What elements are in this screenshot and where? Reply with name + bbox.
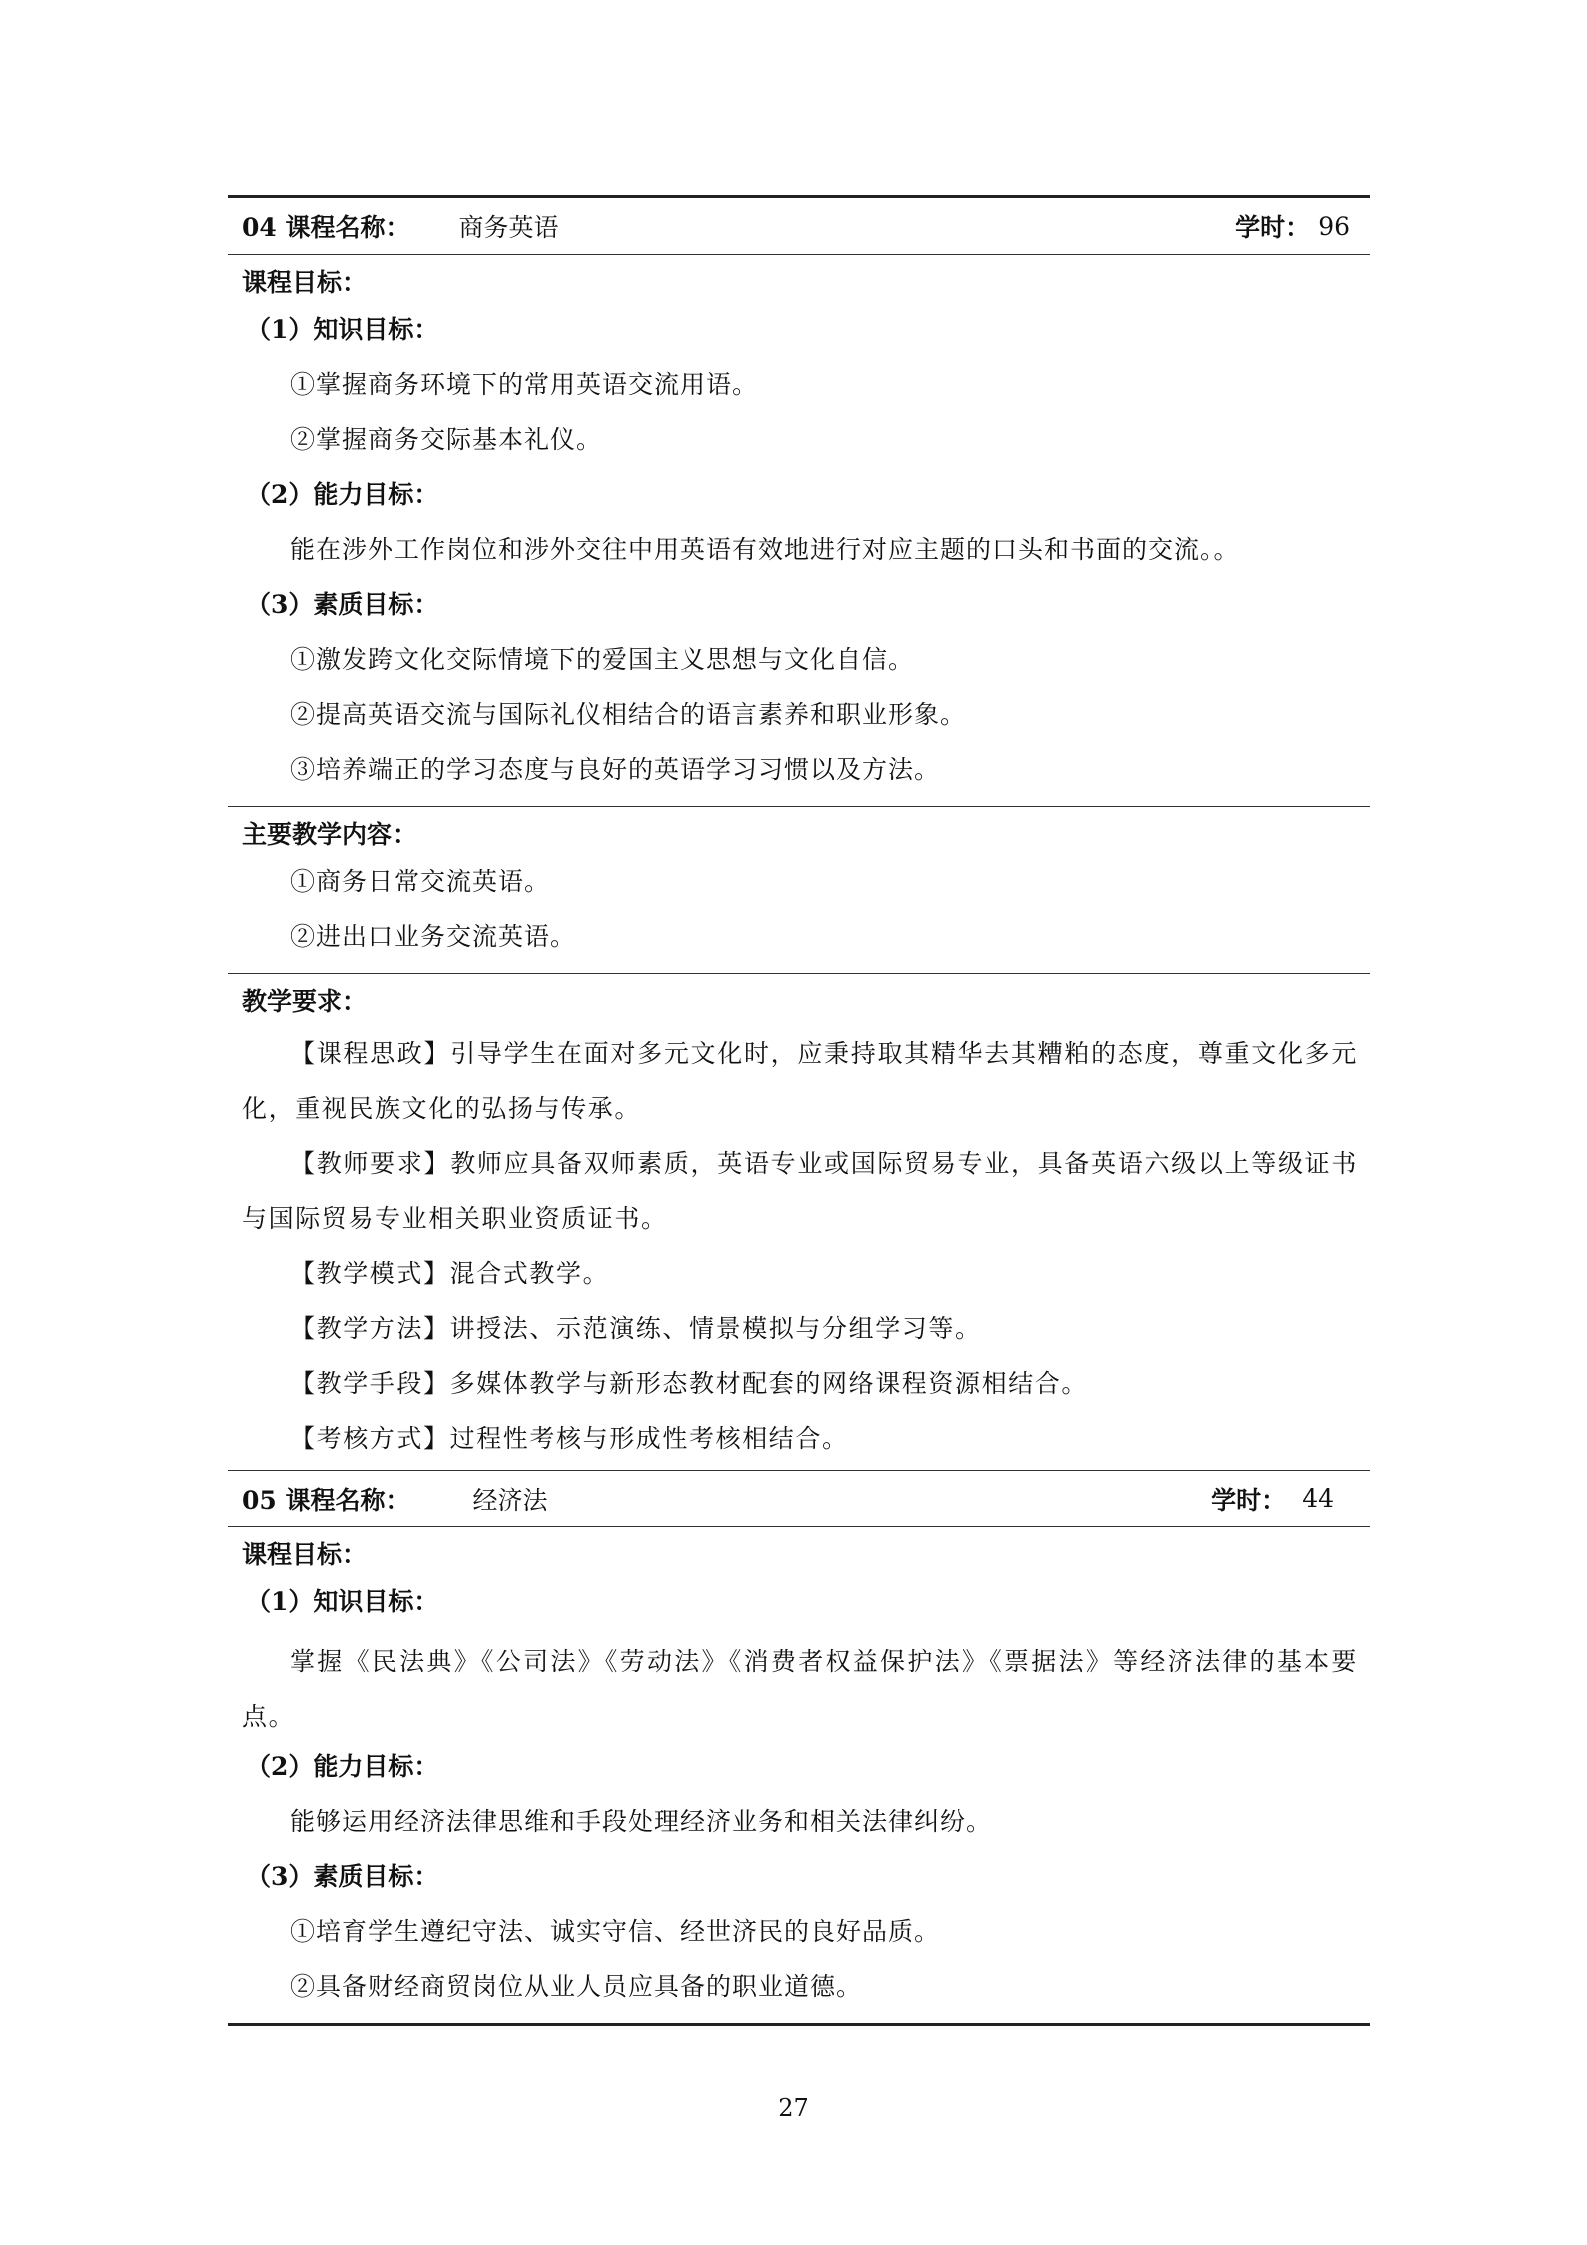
quality-title: （3）素质目标： [246, 590, 439, 619]
requirement-paragraph: 【考核方式】过程性考核与形成性考核相结合。 [290, 1424, 849, 1453]
requirement-paragraph: 【教学方法】讲授法、示范演练、情景模拟与分组学习等。 [290, 1314, 982, 1343]
content-title: 主要教学内容： [242, 820, 418, 849]
requirement-paragraph: 【教师要求】教师应具备双师素质，英语专业或国际贸易专业，具备英语六级以上等级证书与国际贸易专业相关职业资质证书。 [242, 1149, 1358, 1233]
course-header-row [228, 1470, 1370, 1526]
course-content-section [228, 806, 1370, 973]
course-header-row [228, 198, 1370, 254]
knowledge-paragraph: 掌握《民法典》《公司法》《劳动法》《消费者权益保护法》《票据法》等经济法律的基本要点。 [242, 1647, 1358, 1731]
requirements-title: 教学要求： [242, 987, 368, 1016]
objectives-title: 课程目标： [242, 1540, 368, 1569]
knowledge-title: （1）知识目标： [246, 1587, 439, 1616]
knowledge-title: （1）知识目标： [246, 315, 439, 344]
ability-item: 能在涉外工作岗位和涉外交往中用英语有效地进行对应主题的口头和书面的交流。。 [290, 535, 1240, 564]
objectives-title: 课程目标： [242, 268, 368, 297]
course-name: 商务英语 [458, 213, 559, 242]
course-hours-label: 学时： [1211, 1485, 1287, 1515]
course-name-cell [242, 1481, 548, 1517]
ability-title: （2）能力目标： [246, 480, 439, 509]
content-item: ①商务日常交流英语。 [290, 867, 551, 896]
course-hours: 96 [1318, 211, 1350, 241]
course-hours-label: 学时： [1235, 213, 1311, 242]
quality-item: ①培育学生遵纪守法、诚实守信、经世济民的良好品质。 [290, 1917, 941, 1946]
requirement-paragraph: 【课程思政】引导学生在面对多元文化时，应秉持取其精华去其糟粕的态度，尊重文化多元化，重视民族文化的弘扬与传承。 [242, 1039, 1358, 1123]
course-hours-cell [1235, 208, 1350, 244]
knowledge-item: ①掌握商务环境下的常用英语交流用语。 [290, 370, 759, 399]
course-name-cell [242, 208, 559, 244]
course-hours: 44 [1302, 1484, 1334, 1513]
content-item: ②进出口业务交流英语。 [290, 922, 577, 951]
requirement-paragraph: 【教学手段】多媒体教学与新形态教材配套的网络课程资源相结合。 [290, 1369, 1089, 1398]
course-name: 经济法 [472, 1485, 548, 1515]
course-objectives-section [228, 1526, 1370, 2023]
ability-title: （2）能力目标： [246, 1752, 439, 1781]
quality-item: ③培养端正的学习态度与良好的英语学习习惯以及方法。 [290, 755, 941, 784]
quality-item: ①激发跨文化交际情境下的爱国主义思想与文化自信。 [290, 645, 915, 674]
course-name-label: 05 课程名称： [242, 1485, 411, 1515]
ability-item: 能够运用经济法律思维和手段处理经济业务和相关法律纠纷。 [290, 1807, 993, 1836]
requirement-paragraph: 【教学模式】混合式教学。 [290, 1259, 610, 1288]
course-requirements-section [228, 973, 1370, 1470]
course-name-label: 04 课程名称： [242, 213, 411, 242]
quality-title: （3）素质目标： [246, 1862, 439, 1891]
course-objectives-section [228, 254, 1370, 806]
page-number: 27 [778, 2094, 809, 2122]
quality-item: ②具备财经商贸岗位从业人员应具备的职业道德。 [290, 1972, 863, 2001]
quality-item: ②提高英语交流与国际礼仪相结合的语言素养和职业形象。 [290, 700, 967, 729]
course-hours-cell [1211, 1481, 1334, 1517]
knowledge-item: ②掌握商务交际基本礼仪。 [290, 425, 603, 454]
course-table [228, 195, 1370, 2026]
